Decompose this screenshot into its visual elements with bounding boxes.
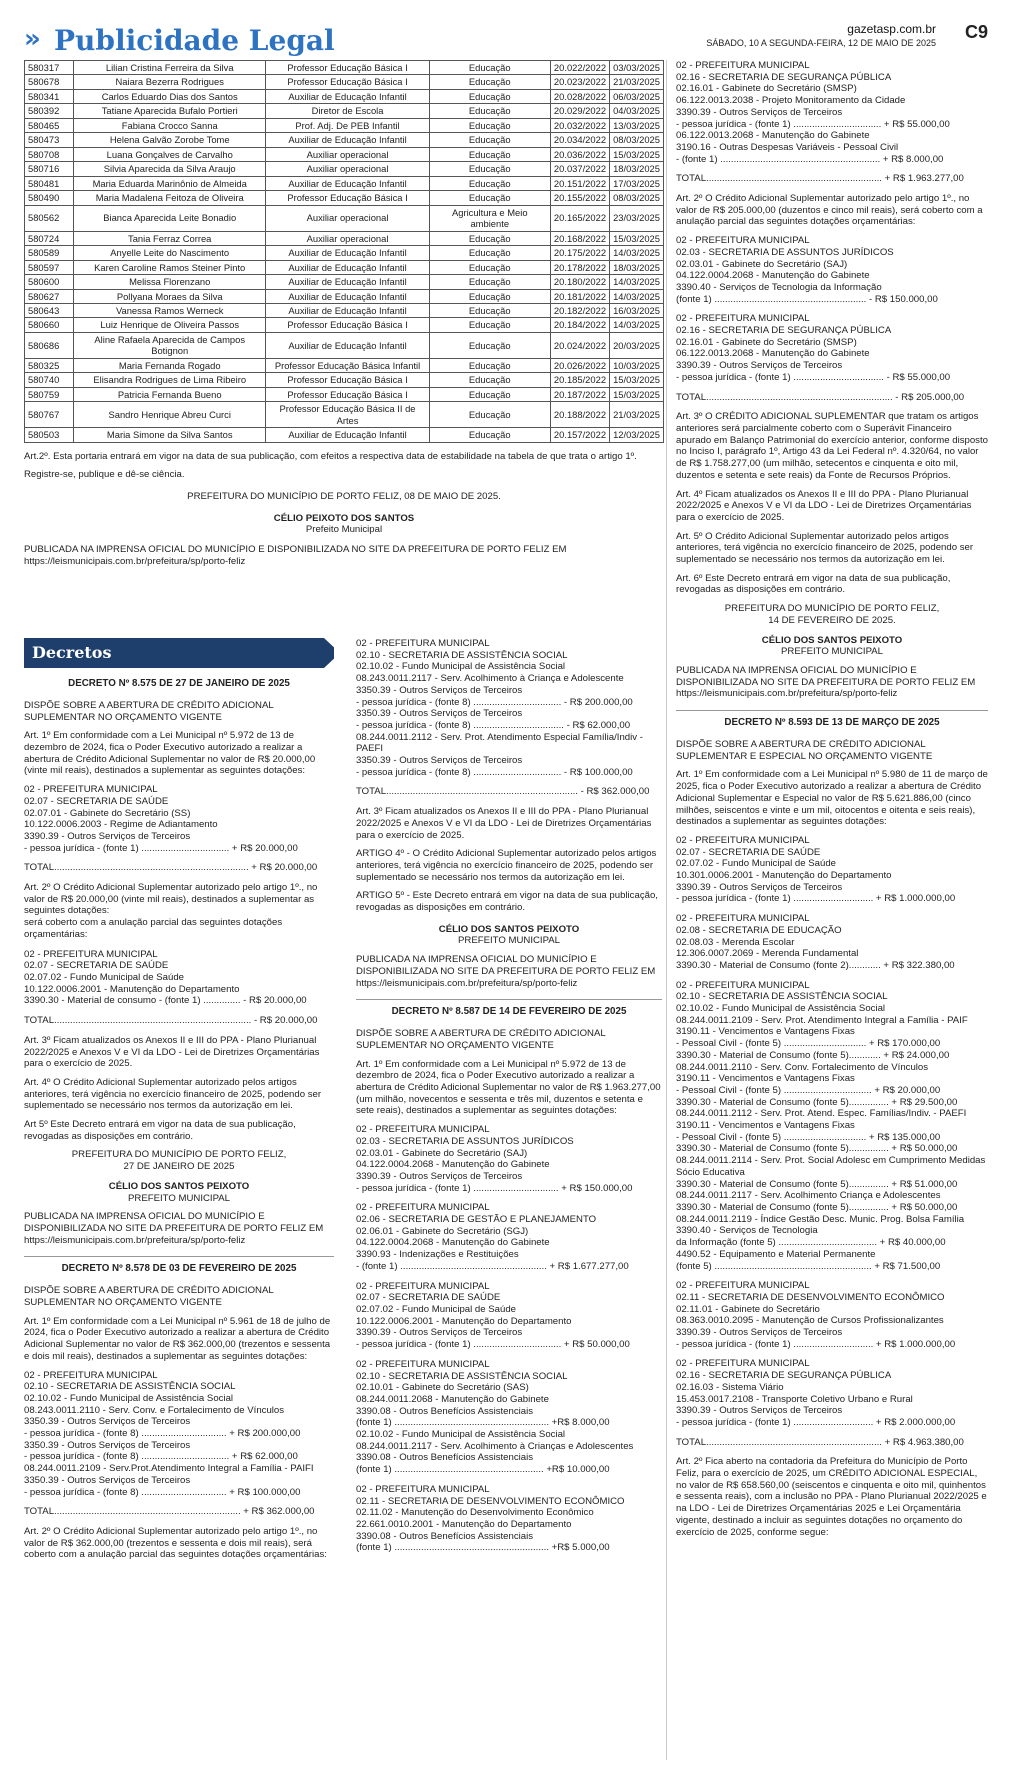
table-cell: Educação (429, 104, 550, 118)
budget-allocation: 02 - PREFEITURA MUNICIPAL 02.08 - SECRETARIA DE EDUCAÇÃO 02.08.03 - Merenda Escolar 12.306.0007.2069 - Merenda Fundamental 3390.30 - Material de Consumo (fonte 2)............ + R$ 322.380,00 (676, 913, 955, 971)
table-cell: 20.178/2022 (550, 260, 609, 274)
table-cell: 580481 (25, 176, 74, 190)
table-cell: 580317 (25, 61, 74, 75)
table-row (25, 162, 664, 176)
decree-article: Art. 6º Este Decreto entrará em vigor na data de sua publicação, revogadas as disposições em contrário. (676, 572, 951, 596)
table-cell: 580465 (25, 118, 74, 132)
table-cell: Educação (429, 75, 550, 89)
table-cell: 03/03/2025 (610, 61, 664, 75)
signer-name: CÉLIO DOS SANTOS PEIXOTO (438, 923, 580, 935)
decree-article: Art. 3º Ficam atualizados os Anexos II e III do PPA - Plano Plurianual 2022/2025 e Anexos V e VI da LDO - Lei de Diretrizes Orçamentárias para o exercício de 2025. (24, 1034, 320, 1070)
table-cell: Maria Madalena Feitoza de Oliveira (74, 191, 266, 205)
decree-article: Art. 3º O CRÉDITO ADICIONAL SUPLEMENTAR que tratam os artigos anteriores será parcialmente coberto com o Superávit Financeiro apurado em Balanço Patrimonial do exercício anterior, conforme disposto no Inciso I, parágrafo 1º, Artigo 43 da Lei Federal nº. 4.320/64, no valor de R$ 1.758.277,00 (um milhão, setecentos e cinquenta e oito mil, duzentos e setenta e sete reais) da Fonte de Recursos Próprios. (676, 411, 988, 481)
budget-allocation: 02 - PREFEITURA MUNICIPAL 02.16 - SECRETARIA DE SEGURANÇA PÚBLICA 02.16.03 - Sistema Viário 15.453.0017.2108 - Transporte Coletivo Urbano e Rural 3390.39 - Outros Serviços de Terceiros - pessoa jurídica - (fonte 1) .............................. + R$ 2.000.000,00 (676, 1358, 956, 1428)
section-title: Publicidade Legal (54, 24, 335, 57)
decree-article: Art. 2º O Crédito Adicional Suplementar autorizado pelo artigo 1º., no valor de R$ 205.000,00 (duzentos e cinco mil reais), será coberto com a anulação parcial das seguintes dotações orçamentárias: (676, 193, 983, 228)
table-cell: Educação (429, 246, 550, 260)
decree-article: Art. 5º O Crédito Adicional Suplementar autorizado pelos artigos anteriores, terá vigência no exercício financeiro de 2025, podendo ser suplementado se necessário nos termos da autorização em lei. (676, 530, 974, 566)
table-row (25, 176, 664, 190)
table-row (25, 428, 664, 442)
table-cell: 15/03/2025 (610, 373, 664, 387)
decree-article: Art. 4º Ficam atualizados os Anexos II e III do PPA - Plano Plurianual 2022/2025 e Anexos V e VI da LDO - Lei de Diretrizes Orçamentárias para o exercício de 2025. (676, 488, 972, 523)
table-cell: 04/03/2025 (610, 104, 664, 118)
budget-allocation: 02 - PREFEITURA MUNICIPAL 02.10 - SECRETARIA DE ASSISTÊNCIA SOCIAL 02.10.01 - Gabinete do Secretário (SAS) 08.244.0011.2068 - Manutenção do Gabinete 3390.08 - Outros Benefícios Assistenciais (fonte 1) .......................................................... +R$ 8.000,00 02.10.02 - Fundo Municipal de Assistência Social 08.244.0011.2117 - Serv. Acolhimento à Crianças e Adolescentes 3390.08 - Outros Benefícios Assistenciais (fonte 1) ........................................................ +R$ 10.000,00 (356, 1358, 634, 1476)
table-cell: 580325 (25, 358, 74, 372)
table-cell: 20.188/2022 (550, 402, 609, 428)
table-cell: 17/03/2025 (610, 176, 664, 190)
table-cell: Diretor de Escola (266, 104, 429, 118)
prefeitura-date: PREFEITURA DO MUNICÍPIO DE PORTO FELIZ, 08 DE MAIO DE 2025. (187, 491, 501, 503)
signer-name: CÉLIO DOS SANTOS PEIXOTO (761, 634, 903, 646)
table-cell: Educação (429, 89, 550, 103)
table-cell: 14/03/2025 (610, 275, 664, 289)
budget-total: TOTAL......................................................................... + R$ 20.000,00 (24, 862, 318, 874)
table-cell: 20.028/2022 (550, 89, 609, 103)
page-number: C9 (964, 22, 988, 42)
publication-note: PUBLICADA NA IMPRENSA OFICIAL DO MUNICÍPIO E DISPONIBILIZADA NO SITE DA PREFEITURA DE PORTO FELIZ EM https://leismunicipais.com.br/prefeitura/sp/porto-feliz (676, 664, 976, 700)
table-cell: 580724 (25, 231, 74, 245)
table-cell: Professor Educação Básica II de Artes (266, 402, 429, 428)
table-cell: 06/03/2025 (610, 89, 664, 103)
table-row (25, 61, 664, 75)
table-cell: Karen Caroline Ramos Steiner Pinto (74, 260, 266, 274)
table-row (25, 75, 664, 89)
table-cell: Patricia Fernanda Bueno (74, 387, 266, 401)
budget-allocation: 02 - PREFEITURA MUNICIPAL 02.07 - SECRETARIA DE SAÚDE 02.07.02 - Fundo Municipal de Saúde 10.122.0006.2001 - Manutenção do Departamento 3390.39 - Outros Serviços de Terceiros - pessoa jurídica - (fonte 1) ................................. + R$ 50.000,00 (356, 1280, 630, 1351)
budget-total: TOTAL.......................................................................... - R$ 20.000,00 (24, 1015, 318, 1027)
table-cell: 20.036/2022 (550, 147, 609, 161)
budget-allocation: 02 - PREFEITURA MUNICIPAL 02.11 - SECRETARIA DE DESENVOLVIMENTO ECONÔMICO 02.11.01 - Gabinete do Secretário 08.363.0010.2095 - Manutenção de Cursos Profissionalizantes 3390.39 - Outros Serviços de Terceiros - pessoa jurídica - (fonte 1) .............................. + R$ 1.000.000,00 (676, 1280, 956, 1350)
budget-total: TOTAL........................................................................ - R$ 362.000,00 (356, 786, 650, 798)
table-cell: 580716 (25, 162, 74, 176)
table-cell: Melissa Florenzano (74, 275, 266, 289)
column-2 (356, 638, 662, 1562)
table-cell: Educação (429, 428, 550, 442)
signer-role: PREFEITO MUNICIPAL (781, 646, 883, 658)
table-cell: Luiz Henrique de Oliveira Passos (74, 318, 266, 332)
table-cell: Naiara Bezerra Rodrigues (74, 75, 266, 89)
table-cell: 20.181/2022 (550, 289, 609, 303)
table-cell: Educação (429, 133, 550, 147)
table-cell: Auxiliar operacional (266, 231, 429, 245)
decretos-banner (24, 638, 334, 668)
budget-allocation: 02 - PREFEITURA MUNICIPAL 02.11 - SECRETARIA DE DESENVOLVIMENTO ECONÔMICO 02.11.02 - Manutenção do Desenvolvimento Econômico 22.661.0010.2001 - Manutenção do Departamento 3390.08 - Outros Benefícios Assistenciais (fonte 1) .......................................................... +R$ 5.000,00 (356, 1483, 625, 1554)
table-cell: 580503 (25, 428, 74, 442)
budget-total: TOTAL...................................................................... - R$ 205.000,00 (676, 391, 965, 403)
budget-allocation: 02 - PREFEITURA MUNICIPAL 02.10 - SECRETARIA DE ASSISTÊNCIA SOCIAL 02.10.02 - Fundo Municipal de Assistência Social 08.243.0011.2117 - Serv. Acolhimento à Criança e Adolescente 3350.39 - Outros Serviços de Terceiros - pessoa jurídica - (fonte 8) ................................. - R$ 200.000,00 3350.39 - Outros Serviços de Terceiros - pessoa jurídica - (fonte 8) .................................. - R$ 62.000,00 08.244.0011.2112 - Serv. Prot. Atendimento Especial Família/Indiv - PAEFI 3350.39 - Outros Serviços de Terceiros - pessoa jurídica - (fonte 8) ................................. - R$ 100.000,00 (356, 638, 643, 778)
table-cell: Vanessa Ramos Werneck (74, 303, 266, 317)
table-cell: Educação (429, 176, 550, 190)
table-cell: Auxiliar de Educação Infantil (266, 176, 429, 190)
table-cell: Tania Ferraz Correa (74, 231, 266, 245)
budget-allocation: 02 - PREFEITURA MUNICIPAL 02.10 - SECRETARIA DE ASSISTÊNCIA SOCIAL 02.10.02 - Fundo Municipal de Assistência Social 08.244.0011.2109 - Serv. Prot. Atendimento Integral a Família - PAIF 3190.11 - Vencimentos e Vantagens Fixas - Pessoal Civil - (fonte 5) ............................... + R$ 170.000,00 3390.30 - Material de Consumo (fonte 5)............ + R$ 24.000,00 08.244.0011.2110 - Serv. Conv. Fortalecimento de Vínculos 3190.11 - Vencimentos e Vantagens Fixas - Pessoal Civil - (fonte 5) ................................. + R$ 20.000,00 3390.30 - Material de Consumo (fonte 5)............... + R$ 29.500,00 08.244.0011.2112 - Serv. Prot. Atend. Espec. Famílias/Indiv. - PAEFI 3190.11 - Vencimentos e Vantagens Fixas - Pessoal Civil - (fonte 5) ............................... + R$ 135.000,00 3390.30 - Material de Consumo (fonte 5)............... + R$ 50.000,00 08.244.0011.2114 - Serv. Prot. Social Adolesc em Cumprimento Medidas Sócio Educativa 3390.30 - Material de Consumo (fonte 5)............... + R$ 51.000,00 08.244.0011.2117 - Serv. Acolhimento Criança e Adolescentes 3390.30 - Material de Consumo (fonte 5)............... + R$ 50.000,00 08.244.0011.2119 - Índice Gestão Desc. Munic. Prog. Bolsa Família 3390.40 - Serviços de Tecnologia da Informação (fonte 5) ..................................... + R$ 40.000,00 4490.52 - Equipamento e Material Permanente (fonte 5) ........................................................... + R$ 71.500,00 (676, 979, 986, 1272)
table-cell: 580597 (25, 260, 74, 274)
page-header (24, 16, 988, 58)
table-cell: 20.168/2022 (550, 231, 609, 245)
signer-role: PREFEITO MUNICIPAL (458, 935, 560, 947)
table-cell: 580600 (25, 275, 74, 289)
chevron-right-icon: » (24, 24, 32, 54)
site-name[interactable]: gazetasp.com.br (847, 22, 936, 36)
table-row (25, 260, 664, 274)
table-cell: 20.184/2022 (550, 318, 609, 332)
table-cell: Professor Educação Básica I (266, 373, 429, 387)
table-row (25, 358, 664, 372)
table-row (25, 191, 664, 205)
table-cell: 580767 (25, 402, 74, 428)
signer-name: CÉLIO PEIXOTO DOS SANTOS (273, 512, 415, 524)
budget-allocation: 02 - PREFEITURA MUNICIPAL 02.07 - SECRETARIA DE SAÚDE 02.07.02 - Fundo Municipal de Saúde 10.301.0006.2001 - Manutenção do Departamento 3390.39 - Outros Serviços de Terceiros - pessoa jurídica - (fonte 1) .............................. + R$ 1.000.000,00 (676, 834, 956, 905)
table-cell: Auxiliar de Educação Infantil (266, 260, 429, 274)
table-cell: Tatiane Aparecida Bufalo Portieri (74, 104, 266, 118)
table-cell: Educação (429, 387, 550, 401)
employee-table (24, 60, 664, 443)
prefeitura-date: PREFEITURA DO MUNICÍPIO DE PORTO FELIZ, 14 DE FEVEREIRO DE 2025. (724, 603, 940, 626)
table-cell: Fabiana Crocco Sanna (74, 118, 266, 132)
stability-portaria (24, 60, 664, 575)
table-cell: Auxiliar de Educação Infantil (266, 303, 429, 317)
table-row (25, 387, 664, 401)
budget-allocation: 02 - PREFEITURA MUNICIPAL 02.16 - SECRETARIA DE SEGURANÇA PÚBLICA 02.16.01 - Gabinete do Secretário (SMSP) 06.122.0013.2038 - Projeto Monitoramento da Cidade 3390.39 - Outros Serviços de Terceiros - pessoa jurídica - (fonte 1) ................................. + R$ 55.000,00 06.122.0013.2068 - Manutenção do Gabinete 3190.16 - Outras Despesas Variáveis - Pessoal Civil - (fonte 1) ............................................................ + R$ 8.000,00 (676, 60, 950, 165)
table-cell: Auxiliar operacional (266, 205, 429, 231)
table-cell: Auxiliar de Educação Infantil (266, 428, 429, 442)
table-cell: Pollyana Moraes da Silva (74, 289, 266, 303)
table-cell: 580589 (25, 246, 74, 260)
table-cell: Maria Simone da Silva Santos (74, 428, 266, 442)
table-cell: 20.026/2022 (550, 358, 609, 372)
budget-total: TOTAL...................................................................... + R$ 362.000,00 (24, 1506, 315, 1518)
decree-article: Art. 2º O Crédito Adicional Suplementar autorizado pelo artigo 1º., no valor de R$ 20.000,00 (vinte mil reais), destinados a suplementar as seguintes dotações: será coberto com a anulação parcial das seguintes dotações orçamentárias: (24, 882, 318, 940)
table-cell: Educação (429, 231, 550, 245)
table-cell: Lilian Cristina Ferreira da Silva (74, 61, 266, 75)
table-cell: 15/03/2025 (610, 231, 664, 245)
table-row (25, 147, 664, 161)
banner-label: Decretos (32, 643, 112, 662)
table-cell: Educação (429, 318, 550, 332)
table-cell: 12/03/2025 (610, 428, 664, 442)
signer-role: Prefeito Municipal (305, 524, 383, 536)
table-cell: 08/03/2025 (610, 191, 664, 205)
table-cell: Auxiliar de Educação Infantil (266, 89, 429, 103)
table-cell: 15/03/2025 (610, 147, 664, 161)
registre-text: Registre-se, publique e dê-se ciência. (24, 469, 185, 481)
table-cell: Agricultura e Meio ambiente (429, 205, 550, 231)
decree-ementa: DISPÕE SOBRE A ABERTURA DE CRÉDITO ADICIONAL SUPLEMENTAR E ESPECIAL NO ORÇAMENTO VIGENTE (676, 738, 933, 762)
budget-allocation: 02 - PREFEITURA MUNICIPAL 02.16 - SECRETARIA DE SEGURANÇA PÚBLICA 02.16.01 - Gabinete do Secretário (SMSP) 06.122.0013.2068 - Manutenção do Gabinete 3390.39 - Outros Serviços de Terceiros - pessoa jurídica - (fonte 1) .................................. - R$ 55.000,00 (676, 313, 951, 383)
table-cell: 20.022/2022 (550, 61, 609, 75)
decree-article: ARTIGO 4º - O Crédito Adicional Suplementar autorizado pelos artigos anteriores, terá vigência no exercício financeiro de 2025, podendo ser suplementado se necessário nos termos da autorização em lei. (356, 848, 657, 883)
table-cell: 13/03/2025 (610, 118, 664, 132)
table-cell: 580759 (25, 387, 74, 401)
table-cell: 20.155/2022 (550, 191, 609, 205)
table-cell: Auxiliar de Educação Infantil (266, 133, 429, 147)
table-cell: Anyelle Leite do Nascimento (74, 246, 266, 260)
table-cell: Auxiliar operacional (266, 162, 429, 176)
table-cell: 20.182/2022 (550, 303, 609, 317)
budget-total: TOTAL.................................................................. + R$ 1.963.277,00 (676, 173, 964, 185)
article-2: Art.2º. Esta portaria entrará em vigor na data de sua publicação, com efeitos a respectiva data de estabilidade na tabela de que trata o artigo 1º. (24, 450, 637, 462)
table-cell: 580708 (25, 147, 74, 161)
budget-allocation: 02 - PREFEITURA MUNICIPAL 02.07 - SECRETARIA DE SAÚDE 02.07.01 - Gabinete do Secretário (SS) 10.122.0006.2003 - Regime de Adiantamento 3390.39 - Outros Serviços de Terceiros - pessoa jurídica - (fonte 1) ................................. + R$ 20.000,00 (24, 784, 298, 854)
table-cell: Bianca Aparecida Leite Bonadio (74, 205, 266, 231)
table-cell: Educação (429, 332, 550, 358)
table-cell: Educação (429, 358, 550, 372)
table-cell: Professor Educação Básica Infantil (266, 358, 429, 372)
table-cell: Educação (429, 373, 550, 387)
table-cell: Educação (429, 303, 550, 317)
table-row (25, 303, 664, 317)
table-cell: 20.029/2022 (550, 104, 609, 118)
column-3 (676, 60, 988, 1545)
decree-article: Art. 1º Em conformidade com a Lei Municipal nº 5.972 de 13 de dezembro de 2024, fica o Poder Executivo autorizado a realizar a abertura de Crédito Adicional Suplementar no valor de R$ 20.000,00 (vinte mil reais), destinados a suplementar as seguintes dotações: (24, 730, 316, 777)
table-cell: 14/03/2025 (610, 318, 664, 332)
decree-title: DECRETO Nº 8.578 DE 03 DE FEVEREIRO DE 2025 (24, 1256, 334, 1275)
table-cell: 18/03/2025 (610, 162, 664, 176)
table-cell: Educação (429, 275, 550, 289)
decree-article: Art. 1º Em conformidade com a Lei Municipal nº 5.961 de 18 de julho de 2024, fica o Poder Executivo autorizado a realizar a abertura de Crédito Adicional Suplementar no valor de R$ 362.000,00 (trezentos e sessenta e dois mil reais), destinados a suplementar as seguintes dotações: (24, 1315, 331, 1362)
table-cell: 580392 (25, 104, 74, 118)
table-cell: Silvia Aparecida da Silva Araujo (74, 162, 266, 176)
table-cell: Carlos Eduardo Dias dos Santos (74, 89, 266, 103)
table-row (25, 289, 664, 303)
table-cell: 580740 (25, 373, 74, 387)
table-cell: 580341 (25, 89, 74, 103)
table-row (25, 246, 664, 260)
table-cell: Professor Educação Básica I (266, 61, 429, 75)
table-cell: 20.023/2022 (550, 75, 609, 89)
table-cell: Luana Gonçalves de Carvalho (74, 147, 266, 161)
table-cell: 20.024/2022 (550, 332, 609, 358)
table-cell: Professor Educação Básica I (266, 191, 429, 205)
table-cell: 21/03/2025 (610, 402, 664, 428)
signer-name: CÉLIO DOS SANTOS PEIXOTO (108, 1180, 250, 1192)
table-cell: Helena Galvão Zorobe Tome (74, 133, 266, 147)
prefeitura-date: PREFEITURA DO MUNICÍPIO DE PORTO FELIZ, 27 DE JANEIRO DE 2025 (71, 1149, 287, 1173)
decree-article: Art. 1º Em conformidade com a Lei Municipal nº 5.972 de 13 de dezembro de 2024, fica o Poder Executivo autorizado a realizar a abertura de Crédito Adicional Suplementar no valor de R$ 1.963.277,00 (um milhão, novecentos e sessenta e três mil, duzentos e setenta e sete reais), destinados a suplementar as seguintes dotações: (356, 1058, 661, 1117)
budget-allocation: 02 - PREFEITURA MUNICIPAL 02.03 - SECRETARIA DE ASSUNTOS JURÍDICOS 02.03.01 - Gabinete do Secretário (SAJ) 04.122.0004.2068 - Manutenção do Gabinete 3390.40 - Serviços de Tecnologia da Informação (fonte 1) ......................................................... - R$ 150.000,00 (676, 235, 938, 305)
publication-note: PUBLICADA NA IMPRENSA OFICIAL DO MUNICÍPIO E DISPONIBILIZADA NO SITE DA PREFEITURA DE PORTO FELIZ EM https://leismunicipais.com.br/prefeitura/sp/porto-feliz (24, 1211, 324, 1246)
table-cell: Elisandra Rodrigues de Lima Ribeiro (74, 373, 266, 387)
issue-date: SÁBADO, 10 A SEGUNDA-FEIRA, 12 DE MAIO DE 2025 (706, 38, 936, 48)
table-cell: Educação (429, 162, 550, 176)
decree-title: DECRETO Nº 8.593 DE 13 DE MARÇO DE 2025 (676, 710, 988, 729)
publication-note: PUBLICADA NA IMPRENSA OFICIAL DO MUNICÍPIO E DISPONIBILIZADA NO SITE DA PREFEITURA DE PORTO FELIZ EM https://leismunicipais.com.br/prefeitura/sp/porto-feliz (24, 544, 567, 567)
publication-note: PUBLICADA NA IMPRENSA OFICIAL DO MUNICÍPIO E DISPONIBILIZADA NO SITE DA PREFEITURA DE PORTO FELIZ EM https://leismunicipais.com.br/prefeitura/sp/porto-feliz (356, 954, 656, 989)
table-cell: 580686 (25, 332, 74, 358)
decree-title: DECRETO Nº 8.587 DE 14 DE FEVEREIRO DE 2025 (356, 999, 662, 1018)
table-cell: 21/03/2025 (610, 75, 664, 89)
table-row (25, 231, 664, 245)
table-cell: Educação (429, 402, 550, 428)
table-cell: Auxiliar de Educação Infantil (266, 332, 429, 358)
table-cell: Educação (429, 289, 550, 303)
table-cell: 20.037/2022 (550, 162, 609, 176)
table-cell: 580660 (25, 318, 74, 332)
table-row (25, 89, 664, 103)
table-cell: 580490 (25, 191, 74, 205)
table-cell: 14/03/2025 (610, 246, 664, 260)
table-cell: Professor Educação Básica I (266, 387, 429, 401)
table-cell: 20.187/2022 (550, 387, 609, 401)
table-cell: Prof. Adj. De PEB Infantil (266, 118, 429, 132)
table-row (25, 373, 664, 387)
table-cell: 20.185/2022 (550, 373, 609, 387)
table-cell: Educação (429, 260, 550, 274)
decree-article: Art. 3º Ficam atualizados os Anexos II e III do PPA - Plano Plurianual 2022/2025 e Anexos V e VI da LDO - Lei de Diretrizes Orçamentárias para o exercício de 2025. (356, 806, 652, 841)
table-cell: Sandro Henrique Abreu Curci (74, 402, 266, 428)
decree-ementa: DISPÕE SOBRE A ABERTURA DE CRÉDITO ADICIONAL SUPLEMENTAR NO ORÇAMENTO VIGENTE (24, 699, 274, 723)
table-cell: Educação (429, 191, 550, 205)
budget-total: TOTAL.................................................................. + R$ 4.963.380,00 (676, 1436, 964, 1448)
table-cell: Auxiliar operacional (266, 147, 429, 161)
decree-article: Art. 4º O Crédito Adicional Suplementar autorizado pelos artigos anteriores, terá vigência no exercício financeiro de 2025, podendo ser suplementado se necessário nos termos da autorização em lei. (24, 1076, 322, 1112)
table-cell: 580473 (25, 133, 74, 147)
decree-ementa: DISPÕE SOBRE A ABERTURA DE CRÉDITO ADICIONAL SUPLEMENTAR NO ORÇAMENTO VIGENTE (356, 1028, 606, 1051)
signer-role: PREFEITO MUNICIPAL (128, 1192, 230, 1204)
table-cell: 20.034/2022 (550, 133, 609, 147)
table-cell: Auxiliar de Educação Infantil (266, 275, 429, 289)
decree-article: Art. 1º Em conformidade com a Lei Municipal nº 5.980 de 11 de março de 2025, fica o Poder Executivo autorizado a realizar a abertura de Crédito Adicional Suplementar e Especial no valor de R$ 5.621.886,00 (cinco milhões, seiscentos e vinte e um mil, oitocentos e oitenta e seis reais), destinados a suplementar as seguintes dotações: (676, 769, 988, 828)
table-cell: 08/03/2025 (610, 133, 664, 147)
table-cell: Educação (429, 61, 550, 75)
table-cell: 20.151/2022 (550, 176, 609, 190)
table-cell: Professor Educação Básica I (266, 75, 429, 89)
budget-allocation: 02 - PREFEITURA MUNICIPAL 02.03 - SECRETARIA DE ASSUNTOS JURÍDICOS 02.03.01 - Gabinete do Secretário (SAJ) 04.122.0004.2068 - Manutenção do Gabinete 3390.39 - Outros Serviços de Terceiros - pessoa jurídica - (fonte 1) ................................ + R$ 150.000,00 (356, 1124, 633, 1194)
table-row (25, 133, 664, 147)
table-cell: 20.032/2022 (550, 118, 609, 132)
table-cell: Educação (429, 118, 550, 132)
table-cell: 23/03/2025 (610, 205, 664, 231)
budget-allocation: 02 - PREFEITURA MUNICIPAL 02.10 - SECRETARIA DE ASSISTÊNCIA SOCIAL 02.10.02 - Fundo Municipal de Assistência Social 08.243.0011.2110 - Serv. Conv. e Fortalecimento de Vínculos 3350.39 - Outros Serviços de Terceiros - pessoa jurídica - (fonte 8) ................................ + R$ 200.000,00 3350.39 - Outros Serviços de Terceiros - pessoa jurídica - (fonte 8) ................................. + R$ 62.000,00 08.244.0011.2109 - Serv.Prot.Atendimento Integral a Família - PAIFI 3350.39 - Outros Serviços de Terceiros - pessoa jurídica - (fonte 8) ................................ + R$ 100.000,00 (24, 1369, 314, 1498)
decree-article: Art. 2º O Crédito Adicional Suplementar autorizado pelo artigo 1º., no valor de R$ 362.000,00 (trezentos e sessenta e dois mil reais), será coberto com a anulação parcial das seguintes dotações orçamentárias: (24, 1525, 327, 1561)
decree-article: Art 5º Este Decreto entrará em vigor na data de sua publicação, revogadas as disposições em contrário. (24, 1119, 296, 1142)
column-divider (666, 60, 667, 1760)
table-cell: 580627 (25, 289, 74, 303)
table-cell: Maria Fernanda Rogado (74, 358, 266, 372)
table-cell: 16/03/2025 (610, 303, 664, 317)
table-cell: 580562 (25, 205, 74, 231)
column-1 (24, 638, 334, 1568)
table-cell: 580678 (25, 75, 74, 89)
table-cell: 20.157/2022 (550, 428, 609, 442)
table-cell: 580643 (25, 303, 74, 317)
table-cell: 15/03/2025 (610, 387, 664, 401)
decree-article: Art. 2º Fica aberto na contadoria da Prefeitura do Município de Porto Feliz, para o exercício de 2025, um CRÉDITO ADICIONAL ESPECIAL, no valor de R$ 658.560,00 (seiscentos e cinquenta e oito mil, quinhentos e sessenta reais), com a inclusão no PPA - Plano Plurianual 2022/2025 e na LDO - Lei de Diretrizes Orçamentárias 2025 e Lei Orçamentária vigente, destinado a incluir as seguintes dotações no orçamento do exercício de 2025, conforme segue: (676, 1456, 987, 1538)
table-cell: Educação (429, 147, 550, 161)
table-cell: 20/03/2025 (610, 332, 664, 358)
table-row (25, 118, 664, 132)
table-row (25, 275, 664, 289)
table-cell: Professor Educação Básica I (266, 318, 429, 332)
budget-allocation: 02 - PREFEITURA MUNICIPAL 02.06 - SECRETARIA DE GESTÃO E PLANEJAMENTO 02.06.01 - Gabinete do Secretário (SGJ) 04.122.0004.2068 - Manutenção do Gabinete 3390.93 - Indenizações e Restituições - (fonte 1) ....................................................... + R$ 1.677.277,00 (356, 1202, 629, 1272)
table-cell: Maria Eduarda Marinônio de Almeida (74, 176, 266, 190)
decree-ementa: DISPÕE SOBRE A ABERTURA DE CRÉDITO ADICIONAL SUPLEMENTAR NO ORÇAMENTO VIGENTE (24, 1285, 274, 1308)
table-row (25, 104, 664, 118)
table-cell: Auxiliar de Educação Infantil (266, 246, 429, 260)
table-row (25, 332, 664, 358)
table-cell: 20.175/2022 (550, 246, 609, 260)
table-cell: 14/03/2025 (610, 289, 664, 303)
table-row (25, 205, 664, 231)
table-cell: 10/03/2025 (610, 358, 664, 372)
table-cell: 20.165/2022 (550, 205, 609, 231)
table-cell: 18/03/2025 (610, 260, 664, 274)
budget-allocation: 02 - PREFEITURA MUNICIPAL 02.07 - SECRETARIA DE SAÚDE 02.07.02 - Fundo Municipal de Saúde 10.122.0006.2001 - Manutenção do Departamento 3390.30 - Material de consumo - (fonte 1) .............. - R$ 20.000,00 (24, 948, 307, 1007)
table-row (25, 402, 664, 428)
table-cell: 20.180/2022 (550, 275, 609, 289)
decree-article: ARTIGO 5º - Este Decreto entrará em vigor na data de sua publicação, revogadas as disposições em contrário. (356, 890, 658, 914)
table-row (25, 318, 664, 332)
table-cell: Auxiliar de Educação Infantil (266, 289, 429, 303)
decree-title: DECRETO Nº 8.575 DE 27 DE JANEIRO DE 2025 (68, 678, 290, 689)
table-cell: Aline Rafaela Aparecida de Campos Botignon (74, 332, 266, 358)
